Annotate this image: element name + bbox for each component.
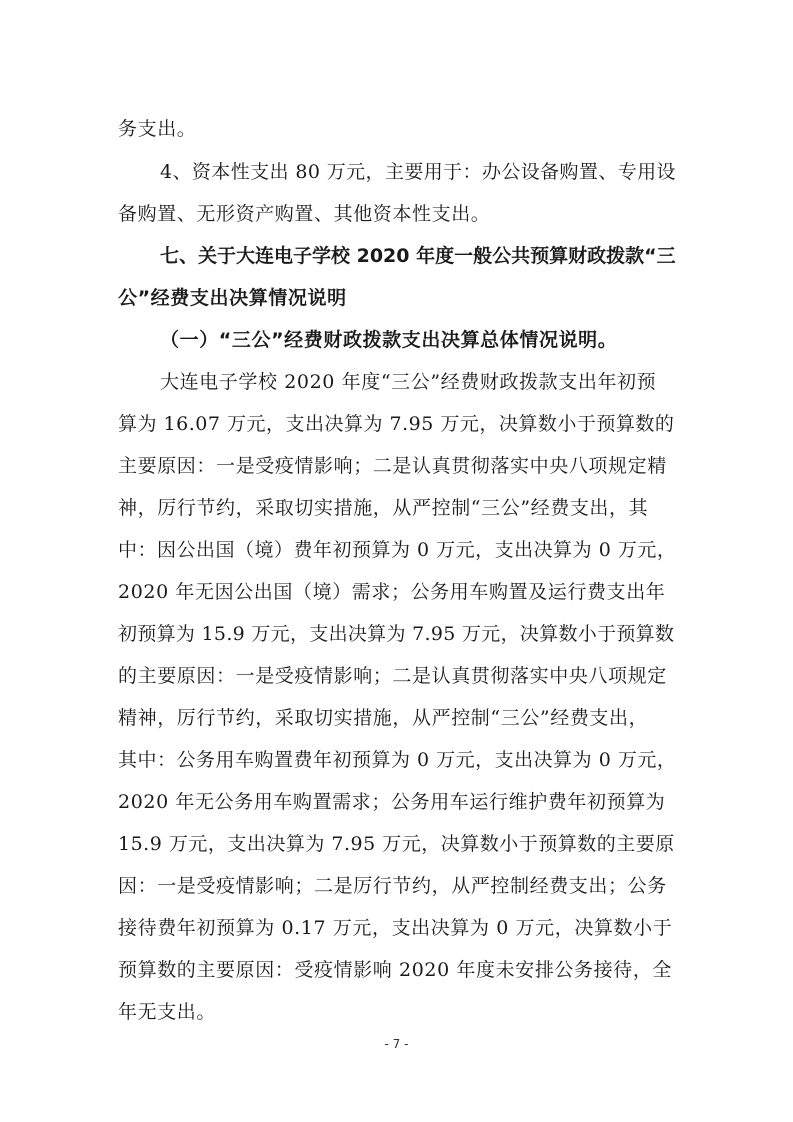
text-line: 的主要原因：一是受疫情影响；二是认真贯彻落实中央八项规定 <box>118 665 667 687</box>
text-line: 年无支出。 <box>118 1001 217 1023</box>
text-line: 15.9 万元，支出决算为 7.95 万元，决算数小于预算数的主要原 <box>118 833 675 855</box>
text-line: 2020 年无因公出国（境）需求；公务用车购置及运行费支出年 <box>118 581 666 603</box>
text-line: 预算数的主要原因：受疫情影响 2020 年度未安排公务接待，全 <box>118 959 673 981</box>
text-line: 初预算为 15.9 万元，支出决算为 7.95 万元，决算数小于预算数 <box>118 623 675 645</box>
text-line: 算为 16.07 万元，支出决算为 7.95 万元，决算数小于预算数的 <box>118 413 675 435</box>
text-line: 精神，厉行节约，采取切实措施，从严控制“三公”经费支出， <box>118 707 649 729</box>
section-heading: 七、关于大连电子学校 2020 年度一般公共预算财政拨款“三 <box>160 245 676 267</box>
page-number: - 7 - <box>384 1037 409 1051</box>
text-line: 因：一是受疫情影响；二是厉行节约，从严控制经费支出；公务 <box>118 875 667 897</box>
text-line: 主要原因：一是受疫情影响；二是认真贯彻落实中央八项规定精 <box>118 455 667 477</box>
text-line: 备购置、无形资产购置、其他资本性支出。 <box>118 203 491 225</box>
text-line: 中：因公出国（境）费年初预算为 0 万元，支出决算为 0 万元， <box>118 539 677 561</box>
text-line: 神，厉行节约，采取切实措施，从严控制“三公”经费支出，其 <box>118 497 649 519</box>
text-line: 大连电子学校 2020 年度“三公”经费财政拨款支出年初预 <box>160 371 657 393</box>
text-line: 2020 年无公务用车购置需求；公务用车运行维护费年初预算为 <box>118 791 666 813</box>
text-line: 接待费年初预算为 0.17 万元，支出决算为 0 万元，决算数小于 <box>118 917 673 939</box>
subsection-heading: （一）“三公”经费财政拨款支出决算总体情况说明。 <box>160 329 618 351</box>
text-line: 其中：公务用车购置费年初预算为 0 万元，支出决算为 0 万元， <box>118 749 677 771</box>
text-line: 务支出。 <box>118 118 197 140</box>
text-line: 4、资本性支出 80 万元，主要用于：办公设备购置、专用设 <box>160 161 676 183</box>
section-heading: 公”经费支出决算情况说明 <box>118 287 347 309</box>
